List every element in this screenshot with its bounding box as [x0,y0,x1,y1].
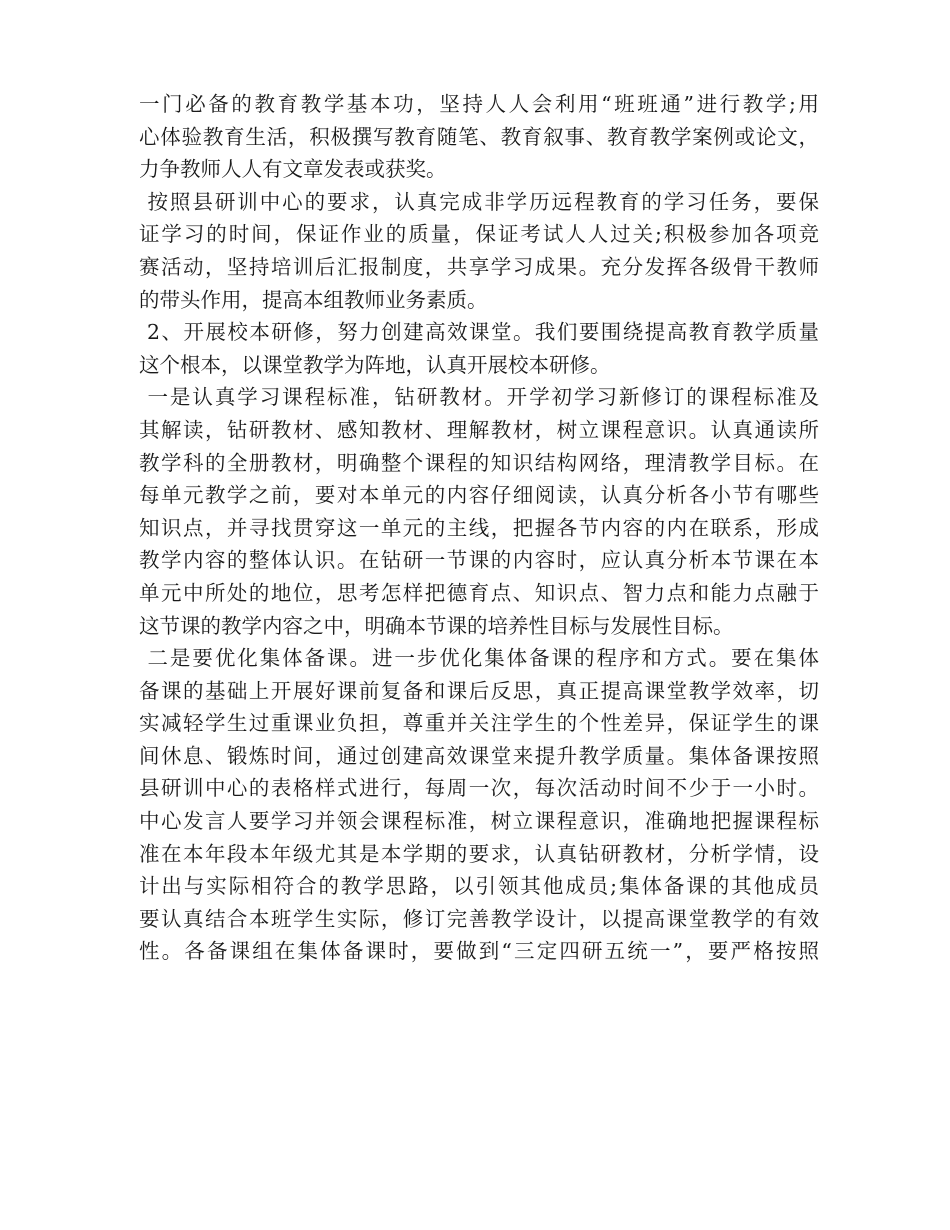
text-line: 备课的基础上开展好课前复备和课后反思，真正提高课堂教学效率，切 [139,678,819,703]
text-line: 这节课的教学内容之中，明确本节课的培养性目标与发展性目标。 [139,613,734,638]
text-line: 按照县研训中心的要求，认真完成非学历远程教育的学习任务，要保 [139,189,819,214]
text-line: 县研训中心的表格样式进行，每周一次，每次活动时间不少于一小时。 [139,776,819,801]
text-line: 一门必备的教育教学基本功，坚持人人会利用“班班通”进行教学;用 [139,92,819,116]
text-line: 性。各备课组在集体备课时，要做到“三定四研五统一”，要严格按照 [139,939,819,964]
text-line: 证学习的时间，保证作业的质量，保证考试人人过关;积极参加各项竞 [139,222,819,247]
body-text [139,88,819,968]
text-line: 的带头作用，提高本组教师业务素质。 [139,287,488,312]
text-line: 2、开展校本研修，努力创建高效课堂。我们要围绕提高教育教学质量 [139,320,819,345]
text-line: 知识点，并寻找贯穿这一单元的主线，把握各节内容的内在联系，形成 [139,515,819,540]
text-line: 教学科的全册教材，明确整个课程的知识结构网络，理清教学目标。在 [139,450,819,475]
text-line: 单元中所处的地位，思考怎样把德育点、知识点、智力点和能力点融于 [139,580,819,605]
text-line: 实减轻学生过重课业负担，尊重并关注学生的个性差异，保证学生的课 [139,711,819,736]
text-line: 要认真结合本班学生实际，修订完善教学设计，以提高课堂教学的有效 [139,906,819,931]
text-line: 这个根本，以课堂教学为阵地，认真开展校本研修。 [139,352,611,377]
text-line: 赛活动，坚持培训后汇报制度，共享学习成果。充分发挥各级骨干教师 [139,254,819,279]
text-line: 中心发言人要学习并领会课程标准，树立课程意识，准确地把握课程标 [139,809,819,834]
text-line: 力争教师人人有文章发表或获奖。 [139,157,447,182]
text-line: 间休息、锻炼时间，通过创建高效课堂来提升教学质量。集体备课按照 [139,743,819,768]
text-line: 一是认真学习课程标准，钻研教材。开学初学习新修订的课程标准及 [139,385,819,410]
text-line: 准在本年段本年级尤其是本学期的要求，认真钻研教材，分析学情，设 [139,841,819,866]
text-line: 其解读，钻研教材、感知教材、理解教材，树立课程意识。认真通读所 [139,417,819,442]
text-line: 教学内容的整体认识。在钻研一节课的内容时，应认真分析本节课在本 [139,548,819,573]
text-line: 心体验教育生活，积极撰写教育随笔、教育叙事、教育教学案例或论文， [139,124,819,149]
text-line: 二是要优化集体备课。进一步优化集体备课的程序和方式。要在集体 [139,646,819,671]
text-line: 每单元教学之前，要对本单元的内容仔细阅读，认真分析各小节有哪些 [139,483,819,508]
text-line: 计出与实际相符合的教学思路，以引领其他成员;集体备课的其他成员 [139,874,819,899]
